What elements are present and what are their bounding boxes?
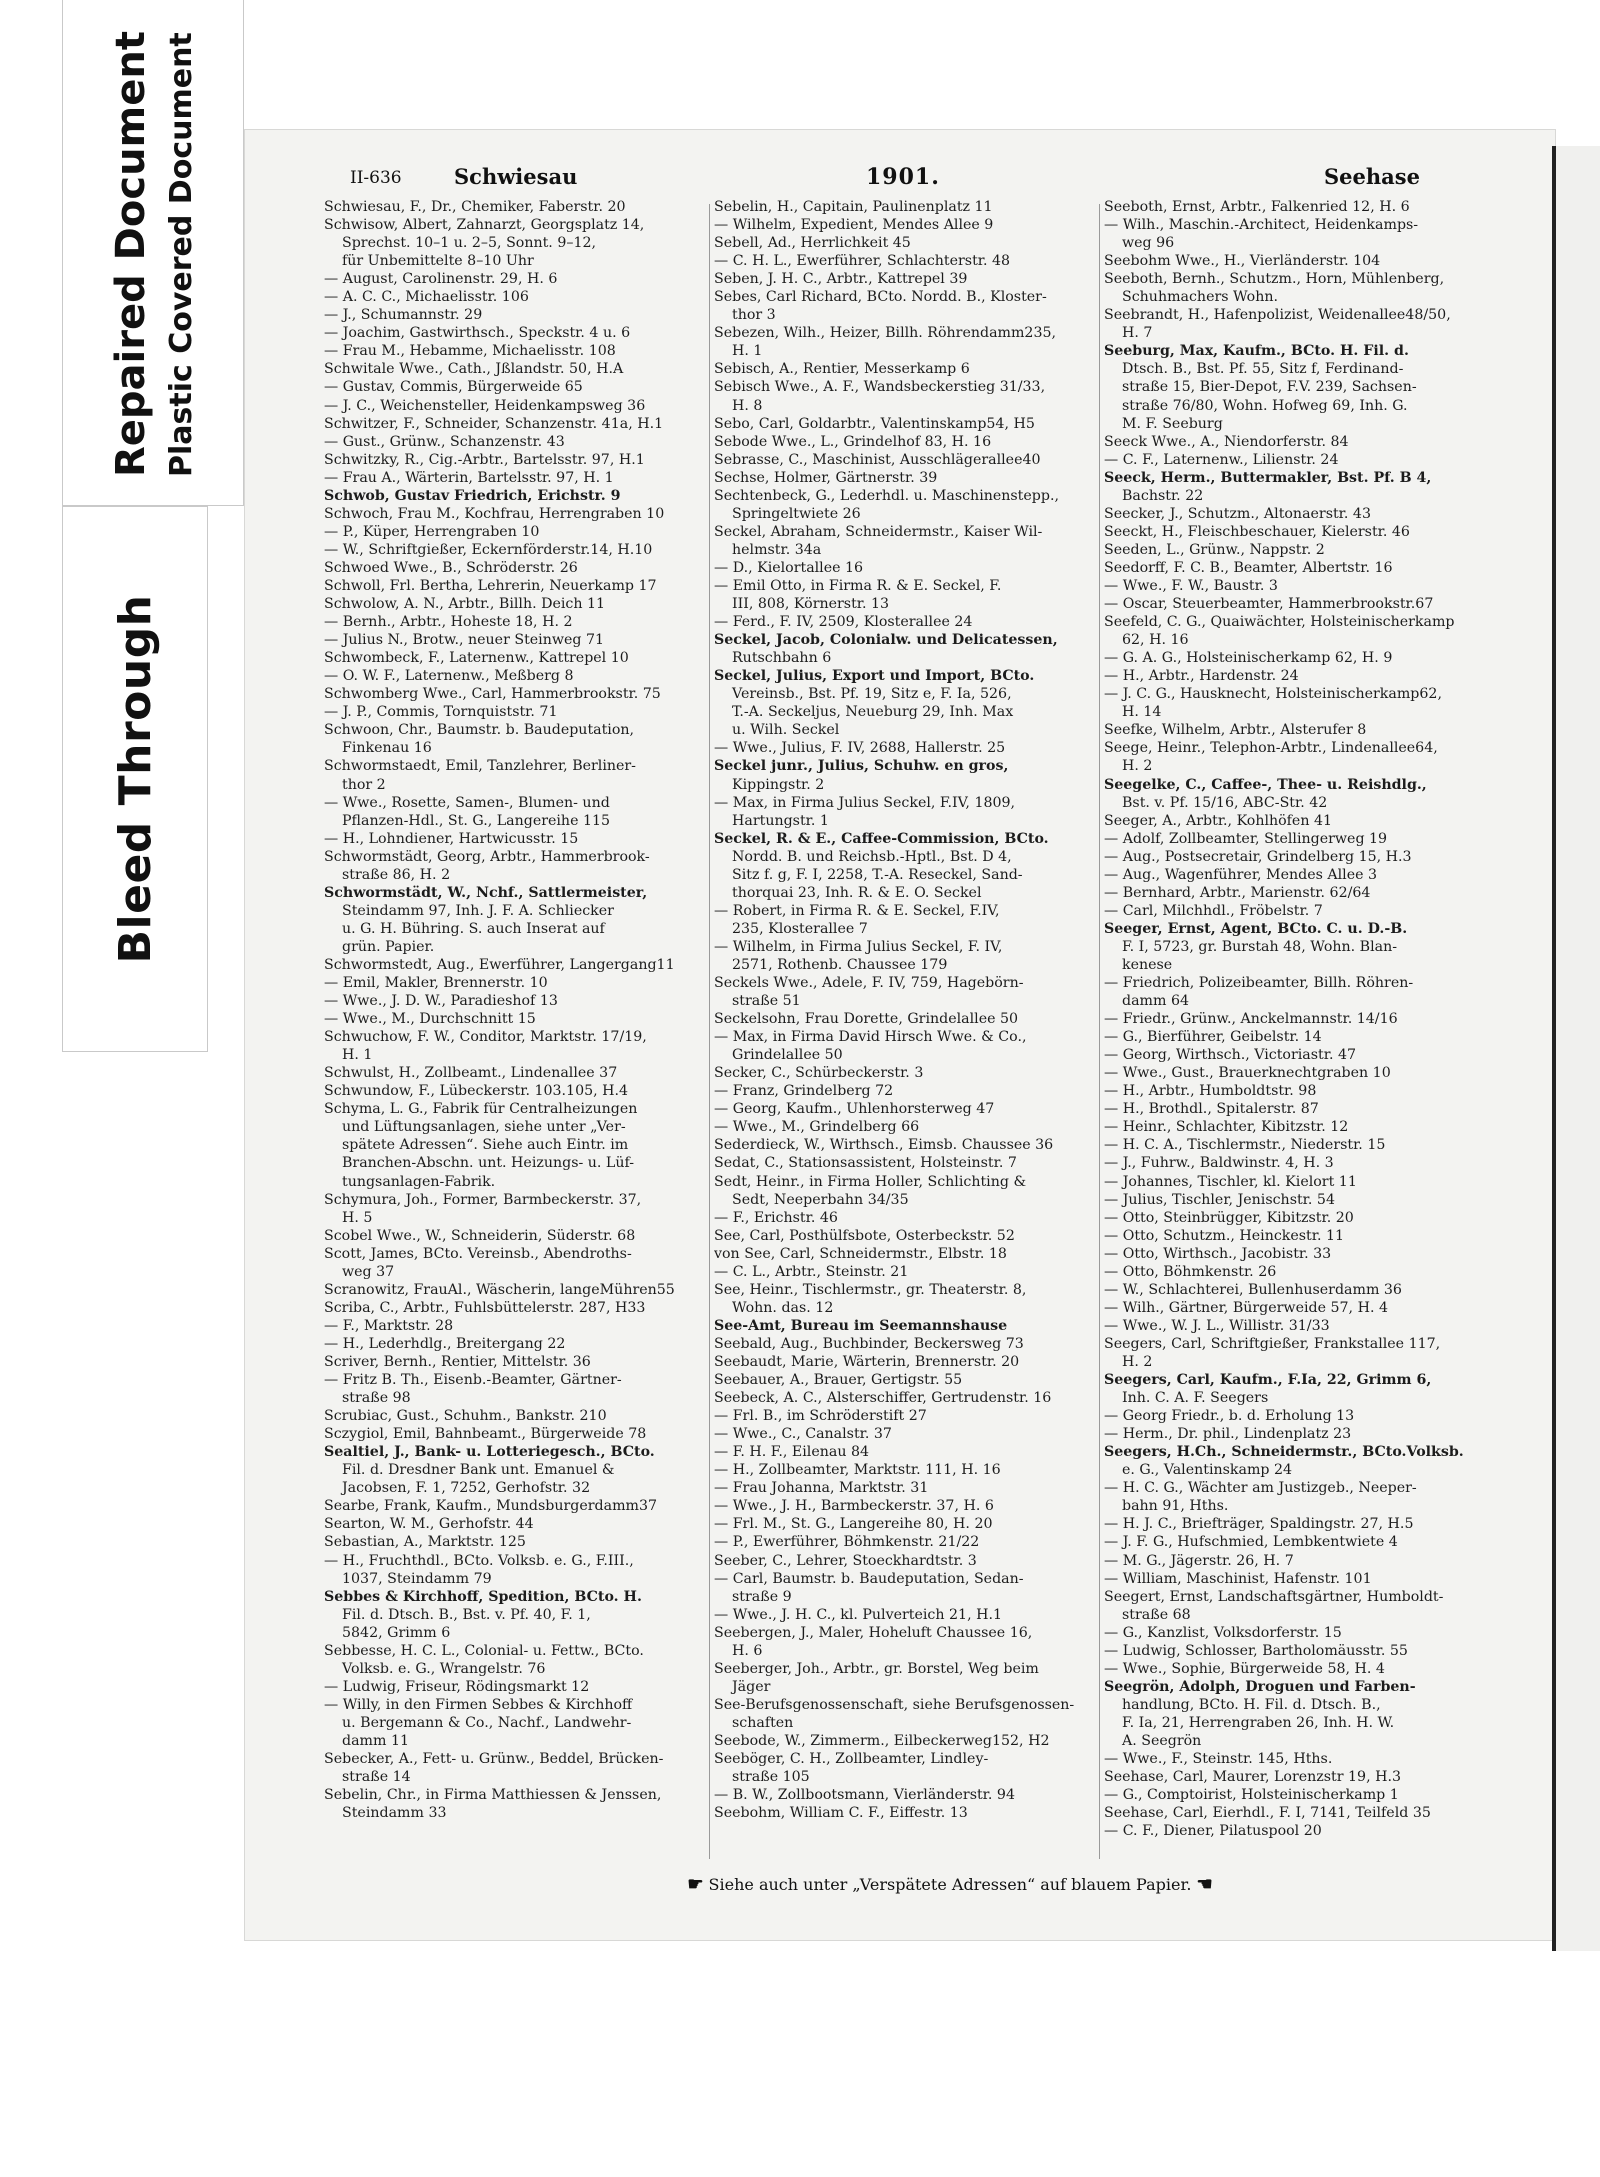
directory-entry-line: Sedt, Neeperbahn 34/35: [732, 1191, 909, 1208]
directory-entry-line: — Frau A., Wärterin, Bartelsstr. 97, H. 1: [324, 469, 614, 486]
directory-entry-line: — Emil, Makler, Brennerstr. 10: [324, 975, 548, 992]
directory-entry-line: — Wwe., M., Grindelberg 66: [714, 1119, 920, 1136]
directory-entry-line: straße 14: [342, 1769, 411, 1786]
directory-entry-line: — Wwe., Sophie, Bürgerweide 58, H. 4: [1104, 1660, 1385, 1677]
directory-entry-line: straße 98: [342, 1390, 411, 1407]
directory-entry-line: — August, Carolinenstr. 29, H. 6: [324, 271, 558, 288]
directory-entry-line: thorquai 23, Inh. R. & E. O. Seckel: [732, 884, 982, 901]
directory-entry-line: Schwolow, A. N., Arbtr., Billh. Deich 11: [324, 596, 606, 613]
directory-entry-line: Seebeck, A. C., Alsterschiffer, Gertrudenstr. 16: [714, 1390, 1052, 1407]
directory-entry-line: Seeden, L., Grünw., Nappstr. 2: [1104, 541, 1325, 558]
directory-entry-line: Seeck, Herm., Buttermakler, Bst. Pf. B 4,: [1104, 469, 1432, 486]
directory-entry-line: — Frau Johanna, Marktstr. 31: [714, 1480, 929, 1497]
directory-entry-line: Sebell, Ad., Herrlichkeit 45: [714, 235, 911, 252]
directory-entry-line: Rutschbahn 6: [732, 650, 832, 667]
directory-entry-line: damm 11: [342, 1732, 410, 1749]
directory-entry-line: M. F. Seeburg: [1122, 415, 1223, 432]
directory-entry-line: — J. P., Commis, Tornquiststr. 71: [324, 704, 558, 721]
directory-entry-line: — B. W., Zollbootsmann, Vierländerstr. 94: [714, 1787, 1015, 1804]
directory-entry-line: Seefeld, C. G., Quaiwächter, Holsteinischerkamp: [1104, 614, 1455, 631]
directory-entry-line: H. 8: [732, 397, 763, 414]
directory-entry-line: — Fritz B. Th., Eisenb.-Beamter, Gärtner-: [324, 1372, 622, 1389]
directory-entry-line: Schwoch, Frau M., Kochfrau, Herrengraben 10: [324, 505, 665, 522]
directory-entry-line: — Robert, in Firma R. & E. Seckel, F.IV,: [714, 902, 1000, 919]
directory-entry-line: straße 9: [732, 1588, 792, 1605]
directory-entry-line: Sealtiel, J., Bank- u. Lotteriegesch., BCto.: [324, 1444, 655, 1461]
directory-entry-line: Seeber, C., Lehrer, Stoeckhardtstr. 3: [714, 1552, 977, 1569]
directory-entry-line: Sebisch, A., Rentier, Messerkamp 6: [714, 361, 970, 378]
directory-entry-line: Seebald, Aug., Buchbinder, Beckersweg 73: [714, 1335, 1024, 1352]
directory-entry-line: H. 5: [342, 1209, 373, 1226]
directory-entry-line: Sebbes & Kirchhoff, Spedition, BCto. H.: [324, 1588, 642, 1605]
directory-entry-line: Scott, James, BCto. Vereinsb., Abendroths-: [324, 1245, 632, 1262]
directory-entry-line: Schwoon, Chr., Baumstr. b. Baudeputation,: [324, 722, 635, 739]
directory-entry-line: Hartungstr. 1: [732, 812, 829, 829]
plastic-covered-label: Plastic Covered Document: [163, 32, 199, 477]
directory-entry-line: — P., Ewerführer, Böhmkenstr. 21/22: [714, 1534, 980, 1551]
directory-entry-line: — G. A. G., Holsteinischerkamp 62, H. 9: [1104, 650, 1393, 667]
directory-column-1: [324, 198, 714, 1868]
directory-entry-line: — Wwe., M., Durchschnitt 15: [324, 1011, 536, 1028]
directory-entry-line: für Unbemittelte 8–10 Uhr: [342, 253, 534, 270]
directory-entry-line: Sederdieck, W., Wirthsch., Eimsb. Chaussee 36: [714, 1137, 1054, 1154]
directory-entry-line: Fil. d. Dtsch. B., Bst. v. Pf. 40, F. 1,: [342, 1606, 591, 1623]
directory-entry-line: Sedt, Heinr., in Firma Holler, Schlichting &: [714, 1173, 1027, 1190]
directory-entry-line: — Wilhelm, in Firma Julius Seckel, F. IV,: [714, 938, 1003, 955]
directory-entry-line: — Wwe., Gust., Brauerknechtgraben 10: [1104, 1065, 1391, 1082]
directory-entry-line: Seebode, W., Zimmerm., Eilbeckerweg152, H2: [714, 1732, 1050, 1749]
directory-entry-line: — H., Brothdl., Spitalerstr. 87: [1104, 1101, 1319, 1118]
directory-entry-line: Sebes, Carl Richard, BCto. Nordd. B., Kloster-: [714, 289, 1047, 306]
directory-entry-line: Seckel, R. & E., Caffee-Commission, BCto.: [714, 830, 1049, 847]
directory-entry-line: — Wilh., Gärtner, Bürgerweide 57, H. 4: [1104, 1299, 1388, 1316]
directory-entry-line: 2571, Rothenb. Chaussee 179: [732, 956, 948, 973]
directory-entry-line: — Gust., Grünw., Schanzenstr. 43: [324, 433, 565, 450]
directory-entry-line: straße 76/80, Wohn. Hofweg 69, Inh. G.: [1122, 397, 1408, 414]
directory-entry-line: — Aug., Postsecretair, Grindelberg 15, H.3: [1104, 848, 1412, 865]
directory-entry-line: Vereinsb., Bst. Pf. 19, Sitz e, F. Ia, 526,: [732, 686, 1012, 703]
directory-entry-line: 235, Klosterallee 7: [732, 920, 868, 937]
directory-entry-line: — Friedr., Grünw., Anckelmannstr. 14/16: [1104, 1011, 1398, 1028]
left-catchword: Schwiesau: [454, 164, 578, 189]
directory-entry-line: Scobel Wwe., W., Schneiderin, Süderstr. 68: [324, 1227, 636, 1244]
directory-entry-line: Seefke, Wilhelm, Arbtr., Alsterufer 8: [1104, 722, 1367, 739]
directory-entry-line: H. 1: [732, 343, 763, 360]
directory-entry-line: Seegelke, C., Caffee-, Thee- u. Reishdlg.,: [1104, 776, 1427, 793]
adjacent-page-edge: [1552, 146, 1600, 1951]
repaired-document-label: Repaired Document: [107, 31, 154, 477]
directory-entry-line: — Wwe., W. J. L., Willistr. 31/33: [1104, 1317, 1330, 1334]
directory-entry-line: H. 14: [1122, 704, 1162, 721]
directory-entry-line: — H. J. C., Briefträger, Spaldingstr. 27, H.5: [1104, 1516, 1414, 1533]
directory-entry-line: — Otto, Schutzm., Heinckestr. 11: [1104, 1227, 1345, 1244]
directory-entry-line: u. Bergemann & Co., Nachf., Landwehr-: [342, 1714, 632, 1731]
directory-entry-line: Dtsch. B., Bst. Pf. 55, Sitz f, Ferdinand-: [1122, 361, 1404, 378]
directory-entry-line: — Wwe., J. H. C., kl. Pulverteich 21, H.1: [714, 1606, 1003, 1623]
directory-entry-line: Seckel, Jacob, Colonialw. und Delicatessen,: [714, 632, 1058, 649]
directory-entry-line: Seebohm Wwe., H., Vierländerstr. 104: [1104, 253, 1381, 270]
directory-entry-line: Sebezen, Wilh., Heizer, Billh. Röhrendamm235,: [714, 325, 1057, 342]
directory-entry-line: Schyma, L. G., Fabrik für Centralheizungen: [324, 1101, 638, 1118]
directory-entry-line: 62, H. 16: [1122, 632, 1189, 649]
directory-entry-line: — C. L., Arbtr., Steinstr. 21: [714, 1263, 909, 1280]
directory-entry-line: A. Seegrön: [1122, 1732, 1202, 1749]
directory-entry-line: — H., Arbtr., Hardenstr. 24: [1104, 668, 1299, 685]
directory-entry-line: H. 1: [342, 1047, 373, 1064]
directory-entry-line: e. G., Valentinskamp 24: [1122, 1462, 1293, 1479]
directory-entry-line: — Otto, Böhmkenstr. 26: [1104, 1263, 1277, 1280]
directory-entry-line: — G., Bierführer, Geibelstr. 14: [1104, 1029, 1322, 1046]
bleed-through-label: Bleed Through: [62, 506, 208, 1052]
directory-entry-line: Seeböger, C. H., Zollbeamter, Lindley-: [714, 1751, 989, 1768]
right-catchword: Seehase: [1324, 164, 1420, 189]
directory-entry-line: — Otto, Wirthsch., Jacobistr. 33: [1104, 1245, 1332, 1262]
directory-entry-line: Jacobsen, F. 1, 7252, Gerhofstr. 32: [342, 1480, 591, 1497]
directory-entry-line: Seegert, Ernst, Landschaftsgärtner, Humboldt-: [1104, 1588, 1444, 1605]
directory-entry-line: — D., Kielortallee 16: [714, 559, 864, 576]
directory-entry-line: Sebelin, Chr., in Firma Matthiessen & Jenssen,: [324, 1787, 662, 1804]
directory-entry-line: Sebo, Carl, Goldarbtr., Valentinskamp54, H5: [714, 415, 1035, 432]
directory-entry-line: schaften: [732, 1714, 794, 1731]
directory-entry-line: Sebastian, A., Marktstr. 125: [324, 1534, 526, 1551]
directory-entry-line: Seeger, A., Arbtr., Kohlhöfen 41: [1104, 812, 1333, 829]
directory-entry-line: — Wwe., Rosette, Samen-, Blumen- und: [324, 794, 610, 811]
directory-entry-line: — Ludwig, Schlosser, Bartholomäusstr. 55: [1104, 1642, 1408, 1659]
directory-entry-line: Searton, W. M., Gerhofstr. 44: [324, 1516, 534, 1533]
directory-entry-line: Seegers, Carl, Schriftgießer, Frankstallee 117,: [1104, 1335, 1441, 1352]
directory-entry-line: Seben, J. H. C., Arbtr., Kattrepel 39: [714, 271, 968, 288]
directory-entry-line: Seckel junr., Julius, Schuhw. en gros,: [714, 758, 1009, 775]
directory-entry-line: von See, Carl, Schneidermstr., Elbstr. 18: [714, 1245, 1007, 1262]
directory-entry-line: — F., Marktstr. 28: [324, 1317, 454, 1334]
directory-column-2: [714, 198, 1104, 1868]
directory-entry-line: bahn 91, Hths.: [1122, 1498, 1229, 1515]
directory-entry-line: Seebohm, William C. F., Eiffestr. 13: [714, 1805, 968, 1822]
directory-entry-line: straße 15, Bier-Depot, F.V. 239, Sachsen-: [1122, 379, 1417, 396]
directory-entry-line: — Wwe., F., Steinstr. 145, Hths.: [1104, 1751, 1333, 1768]
directory-entry-line: Sedat, C., Stationsassistent, Holsteinstr. 7: [714, 1155, 1017, 1172]
directory-entry-line: — G., Kanzlist, Volksdorferstr. 15: [1104, 1624, 1342, 1641]
directory-entry-line: Seeboth, Bernh., Schutzm., Horn, Mühlenberg,: [1104, 271, 1445, 288]
directory-entry-line: — Georg, Wirthsch., Victoriastr. 47: [1104, 1047, 1357, 1064]
directory-entry-line: tungsanlagen-Fabrik.: [342, 1173, 496, 1190]
directory-entry-line: Springeltwiete 26: [732, 505, 861, 522]
pointing-hand-right-icon: ☛: [687, 1874, 704, 1895]
directory-entry-line: Schwomberg Wwe., Carl, Hammerbrookstr. 75: [324, 686, 661, 703]
directory-entry-line: Kippingstr. 2: [732, 776, 825, 793]
directory-entry-line: u. Wilh. Seckel: [732, 722, 840, 739]
directory-entry-line: — Wwe., J. H., Barmbeckerstr. 37, H. 6: [714, 1498, 994, 1515]
directory-entry-line: Schwormstaedt, Emil, Tanzlehrer, Berliner-: [324, 758, 636, 775]
page-number: II-636: [350, 168, 402, 188]
directory-entry-line: — Joachim, Gastwirthsch., Speckstr. 4 u. 6: [324, 325, 631, 342]
directory-entry-line: Searbe, Frank, Kaufm., Mundsburgerdamm37: [324, 1498, 658, 1515]
directory-entry-line: — J., Fuhrw., Baldwinstr. 4, H. 3: [1104, 1155, 1334, 1172]
directory-entry-line: straße 86, H. 2: [342, 866, 451, 883]
directory-entry-line: straße 51: [732, 993, 801, 1010]
directory-entry-line: Schwormstädt, Georg, Arbtr., Hammerbrook-: [324, 848, 650, 865]
directory-entry-line: See-Berufsgenossenschaft, siehe Berufsgenossen-: [714, 1696, 1075, 1713]
directory-entry-line: Seebauer, A., Brauer, Gertigstr. 55: [714, 1372, 963, 1389]
directory-entry-line: H. 2: [1122, 1354, 1153, 1370]
directory-entry-line: Seegers, Carl, Kaufm., F.Ia, 22, Grimm 6,: [1104, 1372, 1432, 1389]
directory-entry-line: — M. G., Jägerstr. 26, H. 7: [1104, 1552, 1294, 1569]
directory-entry-line: Sczygiol, Emil, Bahnbeamt., Bürgerweide 78: [324, 1426, 647, 1443]
directory-entry-line: — Ludwig, Friseur, Rödingsmarkt 12: [324, 1678, 590, 1695]
directory-entry-line: Sebelin, H., Capitain, Paulinenplatz 11: [714, 199, 993, 215]
directory-entry-line: — Georg, Kaufm., Uhlenhorsterweg 47: [714, 1101, 995, 1118]
directory-entry-line: — H. C. G., Wächter am Justizgeb., Neeper-: [1104, 1480, 1417, 1497]
directory-entry-line: Seeburg, Max, Kaufm., BCto. H. Fil. d.: [1104, 343, 1409, 360]
directory-entry-line: See-Amt, Bureau im Seemannshause: [714, 1317, 1008, 1334]
directory-entry-line: weg 37: [342, 1263, 395, 1280]
directory-entry-line: — H., Fruchthdl., BCto. Volksb. e. G., F.III.,: [324, 1552, 634, 1569]
directory-entry-line: — Wwe., F. W., Baustr. 3: [1104, 577, 1278, 594]
directory-entry-line: — Frl. M., St. G., Langereihe 80, H. 20: [714, 1516, 993, 1533]
directory-entry-line: weg 96: [1122, 235, 1175, 252]
directory-entry-line: Branchen-Abschn. unt. Heizungs- u. Lüf-: [342, 1155, 635, 1172]
directory-entry-line: — Julius N., Brotw., neuer Steinweg 71: [324, 632, 605, 649]
directory-entry-line: T.-A. Seckeljus, Neueburg 29, Inh. Max: [732, 704, 1014, 721]
directory-entry-line: straße 105: [732, 1769, 810, 1786]
directory-entry-line: Seckels Wwe., Adele, F. IV, 759, Hagebörn-: [714, 975, 1024, 992]
directory-entry-line: — Julius, Tischler, Jenischstr. 54: [1104, 1191, 1335, 1208]
directory-entry-line: — Georg Friedr., b. d. Erholung 13: [1104, 1408, 1355, 1425]
directory-entry-line: Schwisow, Albert, Zahnarzt, Georgsplatz 14,: [324, 217, 645, 234]
directory-entry-line: Jäger: [732, 1678, 771, 1695]
directory-entry-line: — Willy, in den Firmen Sebbes & Kirchhoff: [324, 1696, 633, 1713]
directory-entry-line: — H., Arbtr., Humboldtstr. 98: [1104, 1083, 1317, 1100]
directory-entry-line: — H., Lohndiener, Hartwicusstr. 15: [324, 830, 579, 847]
directory-entry-line: 5842, Grimm 6: [342, 1624, 451, 1641]
directory-entry-line: F. Ia, 21, Herrengraben 26, Inh. H. W.: [1122, 1714, 1395, 1731]
directory-entry-line: Seegrön, Adolph, Droguen und Farben-: [1104, 1678, 1416, 1695]
directory-entry-line: Steindamm 97, Inh. J. F. A. Schliecker: [342, 902, 614, 919]
directory-entry-line: Schwitzky, R., Cig.-Arbtr., Bartelsstr. 97, H.1: [324, 451, 645, 468]
directory-entry-line: — H. C. A., Tischlermstr., Niederstr. 15: [1104, 1137, 1386, 1154]
directory-entry-line: — Wwe., C., Canalstr. 37: [714, 1426, 892, 1443]
directory-entry-line: Fil. d. Dresdner Bank unt. Emanuel &: [342, 1462, 615, 1479]
page-year: 1901.: [866, 164, 940, 190]
directory-entry-line: Seeckt, H., Fleischbeschauer, Kielerstr. 46: [1104, 523, 1410, 540]
directory-entry-line: Sechse, Holmer, Gärtnerstr. 39: [714, 469, 938, 486]
directory-entry-line: Sechtenbeck, G., Lederhdl. u. Maschinenstepp.,: [714, 487, 1059, 504]
directory-entry-line: Schwob, Gustav Friedrich, Erichstr. 9: [324, 487, 621, 504]
directory-entry-line: Seedorff, F. C. B., Beamter, Albertstr. 16: [1104, 559, 1393, 576]
directory-entry-line: H. 7: [1122, 325, 1153, 342]
directory-entry-line: Seege, Heinr., Telephon-Arbtr., Lindenallee64,: [1104, 740, 1438, 757]
directory-entry-line: — Bernhard, Arbtr., Marienstr. 62/64: [1104, 884, 1371, 901]
document-condition-label: [62, 0, 244, 506]
column-divider: [1099, 204, 1100, 1859]
directory-entry-line: Seeberger, Joh., Arbtr., gr. Borstel, Weg beim: [714, 1660, 1039, 1677]
directory-entry-line: See, Carl, Posthülfsbote, Osterbeckstr. 52: [714, 1227, 1015, 1244]
directory-entry-line: Bachstr. 22: [1122, 487, 1204, 504]
directory-entry-line: — W., Schlachterei, Bullenhuserdamm 36: [1104, 1281, 1402, 1298]
directory-entry-line: — Adolf, Zollbeamter, Stellingerweg 19: [1104, 830, 1388, 847]
directory-entry-line: spätete Adressen“. Siehe auch Eintr. im: [342, 1137, 629, 1154]
directory-entry-line: — Gustav, Commis, Bürgerweide 65: [324, 379, 583, 396]
directory-entry-line: — Heinr., Schlachter, Kibitzstr. 12: [1104, 1119, 1349, 1136]
directory-entry-line: — F., Erichstr. 46: [714, 1209, 838, 1226]
directory-entry-line: Sprechst. 10–1 u. 2–5, Sonnt. 9–12,: [342, 235, 597, 252]
directory-entry-line: Schwuchow, F. W., Conditor, Marktstr. 17/19,: [324, 1029, 647, 1046]
directory-entry-line: u. G. H. Bühring. S. auch Inserat auf: [342, 920, 605, 937]
directory-entry-line: Scriver, Bernh., Rentier, Mittelstr. 36: [324, 1354, 591, 1370]
directory-entry-line: — G., Comptoirist, Holsteinischerkamp 1: [1104, 1787, 1399, 1804]
directory-entry-line: — F. H. F., Eilenau 84: [714, 1444, 870, 1461]
directory-entry-line: — Wilh., Maschin.-Architect, Heidenkamps-: [1104, 217, 1419, 234]
directory-entry-line: — Frl. B., im Schröderstift 27: [714, 1408, 927, 1425]
directory-entry-line: Schwombeck, F., Laternenw., Kattrepel 10: [324, 650, 629, 667]
directory-entry-line: — Oscar, Steuerbeamter, Hammerbrookstr.67: [1104, 596, 1434, 613]
directory-entry-line: — William, Maschinist, Hafenstr. 101: [1104, 1570, 1372, 1587]
directory-entry-line: — J., Schumannstr. 29: [324, 307, 483, 324]
directory-entry-line: III, 808, Körnerstr. 13: [732, 596, 890, 613]
directory-entry-line: Schwulst, H., Zollbeamt., Lindenallee 37: [324, 1065, 618, 1082]
directory-entry-line: — O. W. F., Laternenw., Meßberg 8: [324, 668, 574, 685]
directory-entry-line: Steindamm 33: [342, 1805, 447, 1822]
column-divider: [709, 204, 710, 1859]
directory-entry-line: See, Heinr., Tischlermstr., gr. Theaterstr. 8,: [714, 1281, 1027, 1298]
directory-entry-line: Seeger, Ernst, Agent, BCto. C. u. D.-B.: [1104, 920, 1408, 937]
directory-entry-line: Grindelallee 50: [732, 1047, 843, 1064]
directory-entry-line: Schwoll, Frl. Bertha, Lehrerin, Neuerkamp 17: [324, 577, 657, 594]
directory-entry-line: Schwundow, F., Lübeckerstr. 103.105, H.4: [324, 1083, 629, 1100]
directory-entry-line: — Otto, Steinbrügger, Kibitzstr. 20: [1104, 1209, 1354, 1226]
directory-entry-line: handlung, BCto. H. Fil. d. Dtsch. B.,: [1122, 1696, 1381, 1713]
directory-entry-line: Schwoed Wwe., B., Schröderstr. 26: [324, 559, 578, 576]
directory-entry-line: Sebrasse, C., Maschinist, Ausschlägerallee40: [714, 451, 1041, 468]
directory-entry-line: — H., Lederhdlg., Breitergang 22: [324, 1335, 566, 1352]
directory-entry-line: — Max, in Firma David Hirsch Wwe. & Co.,: [714, 1029, 1027, 1046]
directory-entry-line: Bst. v. Pf. 15/16, ABC-Str. 42: [1122, 794, 1328, 811]
directory-entry-line: H. 6: [732, 1642, 763, 1659]
directory-entry-line: Seeck Wwe., A., Niendorferstr. 84: [1104, 433, 1349, 450]
directory-entry-line: — Wwe., Julius, F. IV, 2688, Hallerstr. 25: [714, 740, 1006, 757]
directory-entry-line: Seckel, Julius, Export und Import, BCto.: [714, 668, 1035, 685]
directory-entry-line: — C. H. L., Ewerführer, Schlachterstr. 48: [714, 253, 1011, 270]
directory-entry-line: — Herm., Dr. phil., Lindenplatz 23: [1104, 1426, 1352, 1443]
directory-column-3: [1104, 198, 1494, 1868]
directory-entry-line: straße 68: [1122, 1606, 1191, 1623]
directory-entry-line: — Aug., Wagenführer, Mendes Allee 3: [1104, 866, 1378, 883]
directory-entry-line: damm 64: [1122, 993, 1190, 1010]
directory-entry-line: Scrubiac, Gust., Schuhm., Bankstr. 210: [324, 1408, 607, 1425]
directory-entry-line: — Franz, Grindelberg 72: [714, 1083, 894, 1100]
directory-entry-line: Scriba, C., Arbtr., Fuhlsbüttelerstr. 287, H33: [324, 1299, 646, 1316]
directory-entry-line: — Max, in Firma Julius Seckel, F.IV, 1809,: [714, 794, 1016, 811]
directory-entry-line: — J. C., Weichensteller, Heidenkampsweg 36: [324, 397, 646, 414]
directory-entry-line: Secker, C., Schürbeckerstr. 3: [714, 1065, 924, 1082]
directory-entry-line: Seegers, H.Ch., Schneidermstr., BCto.Volksb.: [1104, 1444, 1464, 1461]
directory-entry-line: thor 3: [732, 307, 776, 324]
directory-entry-line: helmstr. 34a: [732, 541, 822, 558]
directory-entry-line: — Frau M., Hebamme, Michaelisstr. 108: [324, 343, 616, 360]
directory-entry-line: — Wilhelm, Expedient, Mendes Allee 9: [714, 217, 994, 234]
directory-entry-line: Seebaudt, Marie, Wärterin, Brennerstr. 20: [714, 1354, 1020, 1370]
directory-entry-line: H. 2: [1122, 758, 1153, 775]
directory-entry-line: — H., Zollbeamter, Marktstr. 111, H. 16: [714, 1462, 1001, 1479]
directory-entry-line: Finkenau 16: [342, 740, 432, 757]
directory-entry-line: — W., Schriftgießer, Eckernförderstr.14, H.10: [324, 541, 653, 558]
directory-entry-line: Schwiesau, F., Dr., Chemiker, Faberstr. 20: [324, 199, 626, 215]
directory-entry-line: thor 2: [342, 776, 386, 793]
directory-entry-line: Nordd. B. und Reichsb.-Hptl., Bst. D 4,: [732, 848, 1012, 865]
directory-entry-line: kenese: [1122, 956, 1173, 973]
directory-entry-line: — Friedrich, Polizeibeamter, Billh. Röhren-: [1104, 975, 1414, 992]
page-header: [350, 164, 1520, 194]
directory-entry-line: — C. F., Diener, Pilatuspool 20: [1104, 1823, 1322, 1840]
directory-entry-line: Seckelsohn, Frau Dorette, Grindelallee 50: [714, 1011, 1019, 1028]
directory-entry-line: — Carl, Milchhdl., Fröbelstr. 7: [1104, 902, 1323, 919]
directory-entry-line: Volksb. e. G., Wrangelstr. 76: [342, 1660, 546, 1677]
directory-entry-line: Wohn. das. 12: [732, 1299, 834, 1316]
page-footer: [590, 1874, 1310, 1898]
scan-condition-labels: [62, 0, 244, 1052]
pointing-hand-left-icon: ☚: [1196, 1874, 1213, 1895]
directory-entry-line: — C. F., Laternenw., Lilienstr. 24: [1104, 451, 1339, 468]
directory-entry-line: — Ferd., F. IV, 2509, Klosterallee 24: [714, 614, 973, 631]
directory-entry-line: — Carl, Baumstr. b. Baudeputation, Sedan-: [714, 1570, 1024, 1587]
directory-entry-line: Sebisch Wwe., A. F., Wandsbeckerstieg 31/33,: [714, 379, 1046, 396]
directory-entry-line: Schuhmachers Wohn.: [1122, 289, 1278, 306]
directory-entry-line: Sebbesse, H. C. L., Colonial- u. Fettw., BCto.: [324, 1642, 644, 1659]
directory-entry-line: F. I, 5723, gr. Burstah 48, Wohn. Blan-: [1122, 938, 1398, 955]
directory-entry-line: Schwormstedt, Aug., Ewerführer, Langergang11: [324, 956, 675, 973]
directory-entry-line: — Johannes, Tischler, kl. Kielort 11: [1104, 1173, 1357, 1190]
directory-entry-line: Pflanzen-Hdl., St. G., Langereihe 115: [342, 812, 611, 829]
directory-entry-line: Inh. C. A. F. Seegers: [1122, 1390, 1269, 1407]
directory-entry-line: Schwormstädt, W., Nchf., Sattlermeister,: [324, 884, 648, 901]
directory-entry-line: Seckel, Abraham, Schneidermstr., Kaiser Wil-: [714, 523, 1043, 540]
directory-entry-line: Schwitale Wwe., Cath., Jßlandstr. 50, H.A: [324, 361, 624, 378]
directory-entry-line: Sebode Wwe., L., Grindelhof 83, H. 16: [714, 433, 992, 450]
directory-entry-line: Seeboth, Ernst, Arbtr., Falkenried 12, H. 6: [1104, 199, 1410, 215]
directory-entry-line: Seehase, Carl, Eierhdl., F. I, 7141, Teilfeld 35: [1104, 1805, 1431, 1822]
directory-entry-line: — A. C. C., Michaelisstr. 106: [324, 289, 529, 306]
directory-entry-line: — Wwe., J. D. W., Paradieshof 13: [324, 993, 558, 1010]
directory-entry-line: — Bernh., Arbtr., Hoheste 18, H. 2: [324, 614, 573, 631]
directory-entry-line: — J. C. G., Hausknecht, Holsteinischerkamp62,: [1104, 686, 1442, 703]
directory-entry-line: Seecker, J., Schutzm., Altonaerstr. 43: [1104, 505, 1371, 522]
directory-entry-line: grün. Papier.: [342, 938, 435, 955]
directory-entry-line: Schymura, Joh., Former, Barmbeckerstr. 37,: [324, 1191, 642, 1208]
directory-entry-line: Sebecker, A., Fett- u. Grünw., Beddel, Brücken-: [324, 1751, 664, 1768]
directory-entry-line: 1037, Steindamm 79: [342, 1570, 492, 1587]
directory-entry-line: — Emil Otto, in Firma R. & E. Seckel, F.: [714, 577, 1002, 594]
directory-entry-line: Sitz f. g, F. I, 2258, T.-A. Reseckel, Sand-: [732, 866, 1023, 883]
directory-entry-line: — P., Küper, Herrengraben 10: [324, 523, 540, 540]
directory-entry-line: Seebergen, J., Maler, Hoheluft Chaussee 16,: [714, 1624, 1033, 1641]
directory-entry-line: Scranowitz, FrauAl., Wäscherin, langeMühren55: [324, 1281, 675, 1298]
directory-entry-line: und Lüftungsanlagen, siehe unter „Ver-: [342, 1119, 626, 1136]
directory-entry-line: Seehase, Carl, Maurer, Lorenzstr 19, H.3: [1104, 1769, 1402, 1786]
directory-entry-line: Schwitzer, F., Schneider, Schanzenstr. 41a, H.1: [324, 415, 664, 432]
directory-entry-line: Seebrandt, H., Hafenpolizist, Weidenallee48/50,: [1104, 307, 1451, 324]
directory-entry-line: — J. F. G., Hufschmied, Lembkentwiete 4: [1104, 1534, 1398, 1551]
footer-note: Siehe auch unter „Verspätete Adressen“ auf blauem Papier.: [708, 1875, 1192, 1894]
